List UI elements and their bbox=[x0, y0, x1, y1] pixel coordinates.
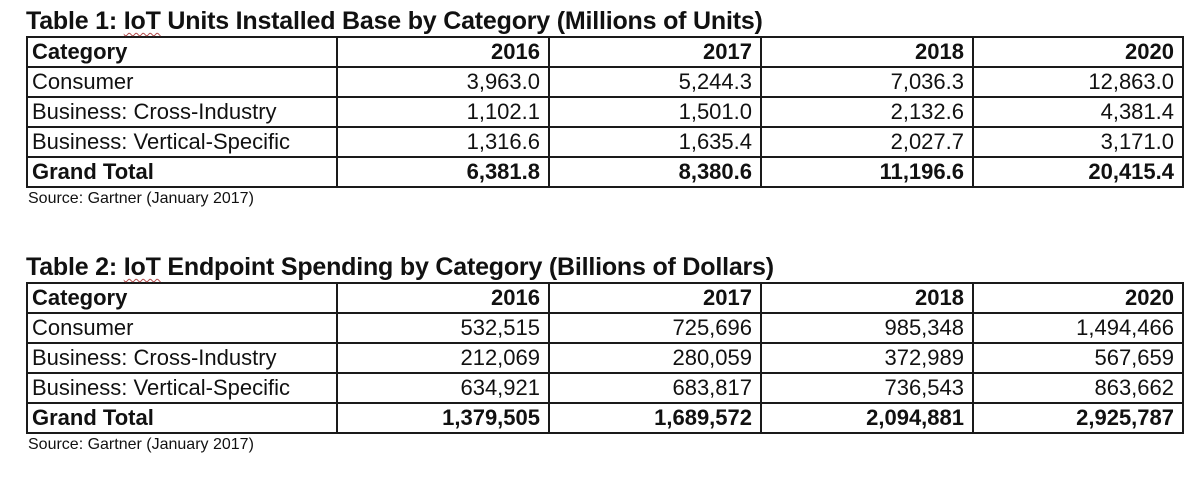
column-header-2017: 2017 bbox=[549, 283, 761, 313]
column-header-2016: 2016 bbox=[337, 283, 549, 313]
cell-2017: 280,059 bbox=[549, 343, 761, 373]
cell-2016: 212,069 bbox=[337, 343, 549, 373]
cell-2017: 1,635.4 bbox=[549, 127, 761, 157]
total-label: Grand Total bbox=[27, 403, 337, 433]
total-2017: 1,689,572 bbox=[549, 403, 761, 433]
cell-2017: 1,501.0 bbox=[549, 97, 761, 127]
total-label: Grand Total bbox=[27, 157, 337, 187]
total-row bbox=[27, 157, 1183, 187]
table-row bbox=[27, 313, 1183, 343]
row-category: Business: Vertical-Specific bbox=[27, 373, 337, 403]
total-2016: 1,379,505 bbox=[337, 403, 549, 433]
total-2020: 20,415.4 bbox=[973, 157, 1183, 187]
cell-2020: 863,662 bbox=[973, 373, 1183, 403]
cell-2020: 567,659 bbox=[973, 343, 1183, 373]
row-category: Consumer bbox=[27, 313, 337, 343]
cell-2018: 985,348 bbox=[761, 313, 973, 343]
column-header-2020: 2020 bbox=[973, 283, 1183, 313]
total-2018: 2,094,881 bbox=[761, 403, 973, 433]
table-1-title-prefix: Table 1: bbox=[26, 7, 124, 35]
table-row bbox=[27, 343, 1183, 373]
table-1-title bbox=[26, 6, 1182, 36]
column-header-2016: 2016 bbox=[337, 37, 549, 67]
table-1-title-rest: Units Installed Base by Category (Millions of Units) bbox=[160, 7, 763, 35]
cell-2016: 1,102.1 bbox=[337, 97, 549, 127]
table-row bbox=[27, 97, 1183, 127]
table-header-row bbox=[27, 283, 1183, 313]
total-2018: 11,196.6 bbox=[761, 157, 973, 187]
cell-2016: 532,515 bbox=[337, 313, 549, 343]
cell-2018: 2,027.7 bbox=[761, 127, 973, 157]
table-2-source: Source: Gartner (January 2017) bbox=[28, 436, 254, 453]
table-2-title-rest: Endpoint Spending by Category (Billions of Dollars) bbox=[160, 253, 774, 281]
cell-2018: 2,132.6 bbox=[761, 97, 973, 127]
cell-2016: 634,921 bbox=[337, 373, 549, 403]
cell-2017: 725,696 bbox=[549, 313, 761, 343]
cell-2020: 4,381.4 bbox=[973, 97, 1183, 127]
column-header-2018: 2018 bbox=[761, 37, 973, 67]
table-2-title-word: IoT bbox=[123, 253, 161, 281]
table-2 bbox=[26, 282, 1184, 434]
table-1 bbox=[26, 36, 1184, 188]
table-2-title bbox=[26, 252, 1182, 282]
cell-2018: 7,036.3 bbox=[761, 67, 973, 97]
total-2016: 6,381.8 bbox=[337, 157, 549, 187]
table-2-title-prefix: Table 2: bbox=[26, 253, 124, 281]
table-row bbox=[27, 127, 1183, 157]
table-row bbox=[27, 67, 1183, 97]
row-category: Consumer bbox=[27, 67, 337, 97]
cell-2018: 736,543 bbox=[761, 373, 973, 403]
column-header-category: Category bbox=[27, 283, 337, 313]
cell-2017: 5,244.3 bbox=[549, 67, 761, 97]
column-header-2018: 2018 bbox=[761, 283, 973, 313]
cell-2016: 1,316.6 bbox=[337, 127, 549, 157]
cell-2018: 372,989 bbox=[761, 343, 973, 373]
column-header-2020: 2020 bbox=[973, 37, 1183, 67]
total-2020: 2,925,787 bbox=[973, 403, 1183, 433]
cell-2016: 3,963.0 bbox=[337, 67, 549, 97]
table-2-block bbox=[26, 252, 1182, 456]
table-header-row bbox=[27, 37, 1183, 67]
table-1-source: Source: Gartner (January 2017) bbox=[28, 190, 254, 207]
total-2017: 8,380.6 bbox=[549, 157, 761, 187]
cell-2020: 1,494,466 bbox=[973, 313, 1183, 343]
cell-2020: 3,171.0 bbox=[973, 127, 1183, 157]
total-row bbox=[27, 403, 1183, 433]
cell-2017: 683,817 bbox=[549, 373, 761, 403]
row-category: Business: Vertical-Specific bbox=[27, 127, 337, 157]
table-1-title-word: IoT bbox=[123, 7, 161, 35]
table-1-block bbox=[26, 6, 1182, 210]
row-category: Business: Cross-Industry bbox=[27, 97, 337, 127]
cell-2020: 12,863.0 bbox=[973, 67, 1183, 97]
column-header-category: Category bbox=[27, 37, 337, 67]
table-row bbox=[27, 373, 1183, 403]
column-header-2017: 2017 bbox=[549, 37, 761, 67]
row-category: Business: Cross-Industry bbox=[27, 343, 337, 373]
